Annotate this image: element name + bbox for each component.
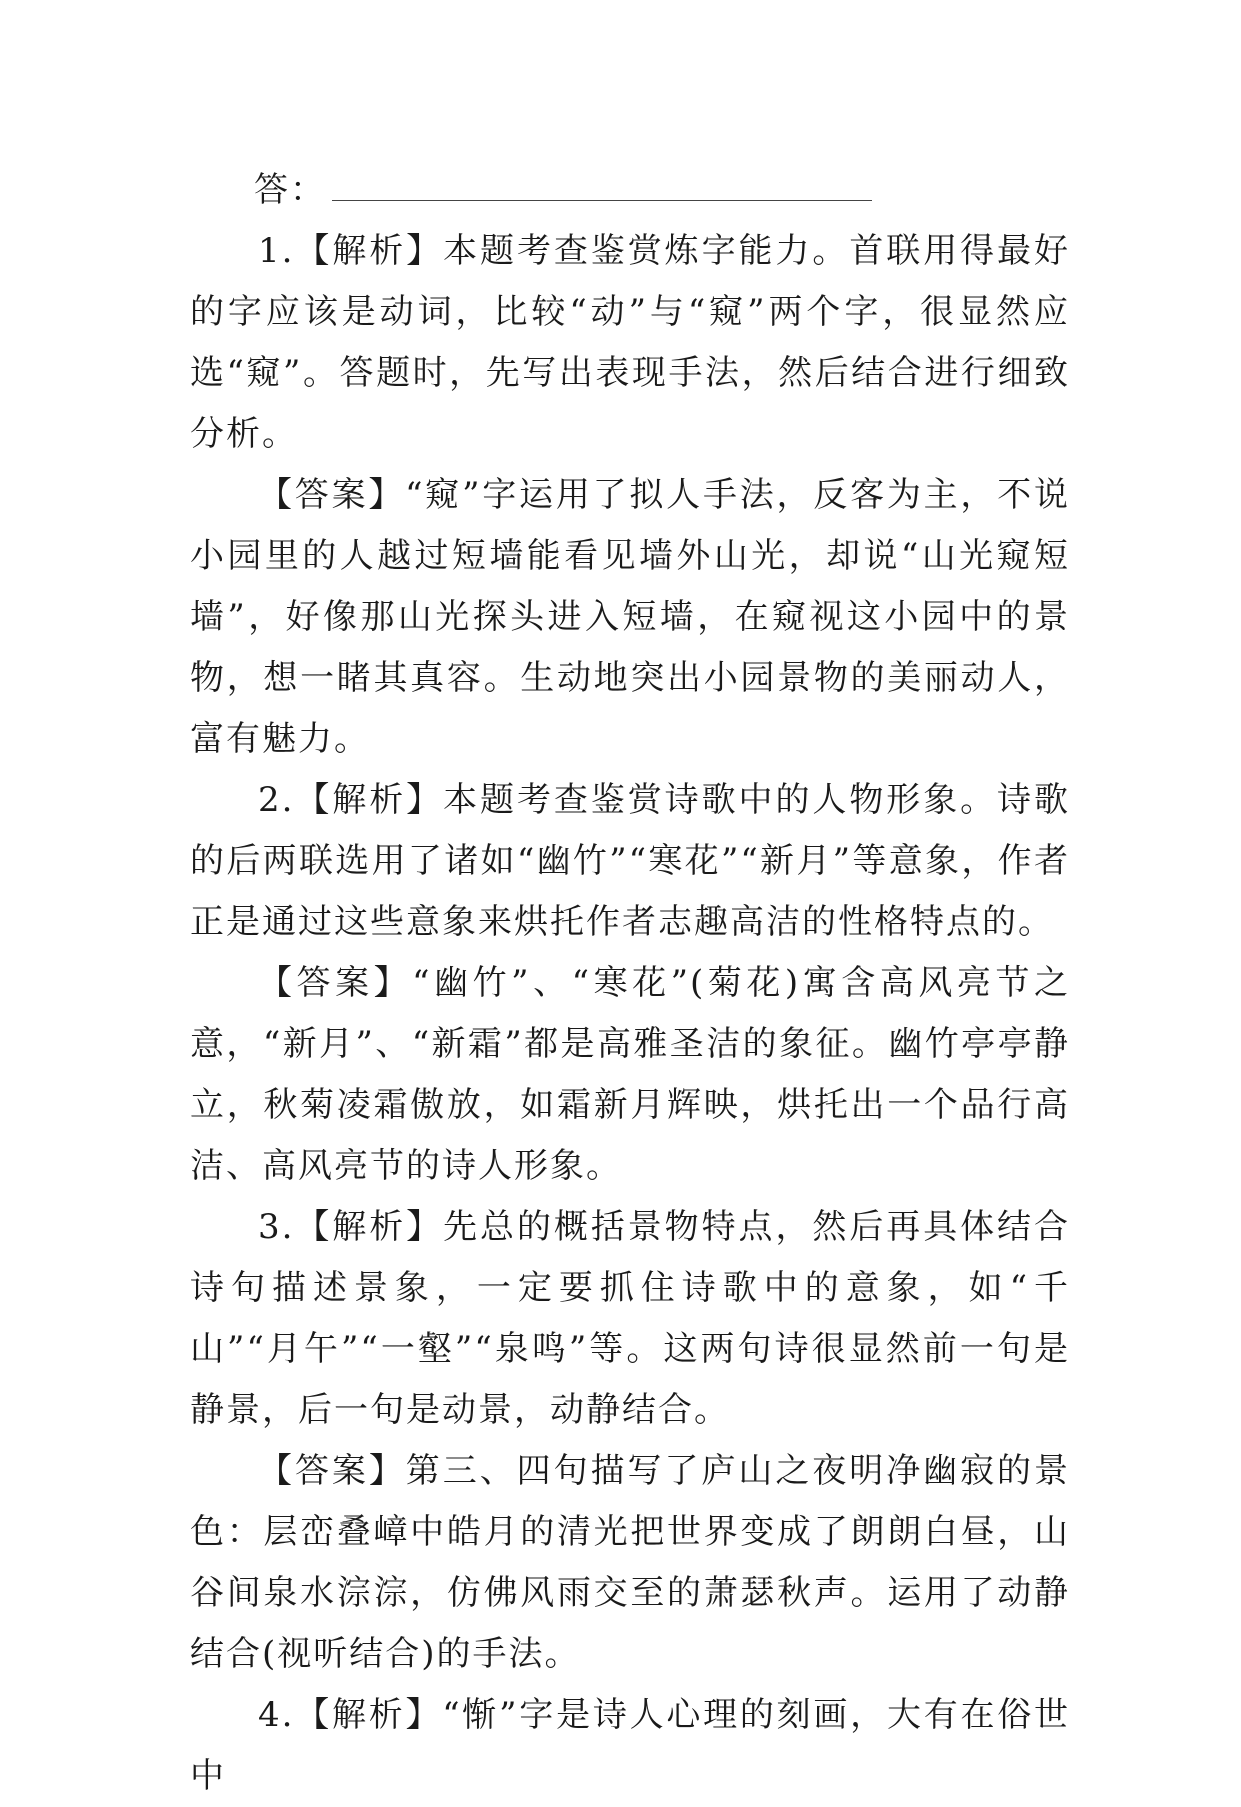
document-body	[190, 160, 1070, 1807]
paragraph-1-answer: 【答案】“窥”字运用了拟人手法，反客为主，不说小园里的人越过短墙能看见墙外山光，却说“山光窥短墙”，好像那山光探头进入短墙，在窥视这小园中的景物，想一睹其真容。生动地突出小园景物的美丽动人，富有魅力。	[190, 475, 1070, 759]
answer-blank	[332, 180, 872, 201]
answer-line	[190, 160, 1070, 221]
answer-prompt: 答：	[254, 170, 326, 210]
paragraph-2-analysis: 2.【解析】本题考查鉴赏诗歌中的人物形象。诗歌的后两联选用了诸如“幽竹”“寒花”“新月”等意象，作者正是通过这些意象来烘托作者志趣高洁的性格特点的。	[190, 780, 1070, 942]
paragraph-1-analysis: 1.【解析】本题考查鉴赏炼字能力。首联用得最好的字应该是动词，比较“动”与“窥”两个字，很显然应选“窥”。答题时，先写出表现手法，然后结合进行细致分析。	[190, 231, 1070, 454]
paragraph-2-answer: 【答案】“幽竹”、“寒花”(菊花)寓含高风亮节之意，“新月”、“新霜”都是高雅圣洁的象征。幽竹亭亭静立，秋菊凌霜傲放，如霜新月辉映，烘托出一个品行高洁、高风亮节的诗人形象。	[190, 963, 1070, 1186]
paragraph-4-analysis: 4.【解析】“惭”字是诗人心理的刻画，大有在俗世中	[190, 1695, 1070, 1796]
paragraph-3-answer: 【答案】第三、四句描写了庐山之夜明净幽寂的景色：层峦叠嶂中皓月的清光把世界变成了朗朗白昼，山谷间泉水淙淙，仿佛风雨交至的萧瑟秋声。运用了动静结合(视听结合)的手法。	[190, 1451, 1070, 1674]
paragraph-3-analysis: 3.【解析】先总的概括景物特点，然后再具体结合诗句描述景象，一定要抓住诗歌中的意象，如“千山”“月午”“一壑”“泉鸣”等。这两句诗很显然前一句是静景，后一句是动景，动静结合。	[190, 1207, 1070, 1430]
